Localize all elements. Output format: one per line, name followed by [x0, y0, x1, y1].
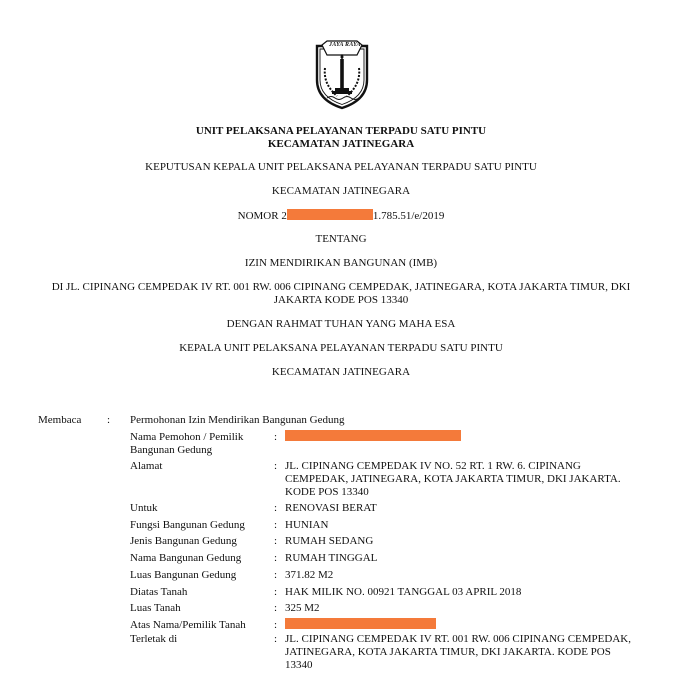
field-label-applicant-line1: Nama Pemohon / Pemilik	[130, 431, 244, 443]
decree-number-suffix: 1.785.51/e/2019	[372, 210, 445, 222]
field-label-purpose: Untuk	[130, 502, 158, 514]
field-colon: :	[274, 519, 278, 531]
membaca-label: Membaca	[38, 414, 82, 426]
decree-location-line2: JAKARTA KODE POS 13340	[273, 294, 409, 306]
issuer-line2: KECAMATAN JATINEGARA	[271, 366, 411, 378]
field-value-address: JL. CIPINANG CEMPEDAK IV NO. 52 RT. 1 RW. 6. CIPINANG CEMPEDAK, JATINEGARA, KOTA JAKARTA TIMUR, DKI JAKARTA. KODE POS 13340	[285, 460, 621, 498]
field-value-building-area: 371.82 M2	[285, 569, 334, 581]
field-value-land-title: HAK MILIK NO. 00921 TANGGAL 03 APRIL 2018	[285, 586, 522, 598]
decree-location-line1: DI JL. CIPINANG CEMPEDAK IV RT. 001 RW. 006 CIPINANG CEMPEDAK, JATINEGARA, KOTA JAKARTA TIMUR, DKI	[51, 281, 631, 293]
field-value-land-owner	[285, 618, 436, 631]
grace-statement: DENGAN RAHMAT TUHAN YANG MAHA ESA	[226, 318, 456, 330]
issuer-line1: KEPALA UNIT PELAKSANA PELAYANAN TERPADU SATU PINTU	[179, 342, 503, 354]
office-name: UNIT PELAKSANA PELAYANAN TERPADU SATU PINTU	[195, 125, 487, 137]
field-value-land-area: 325 M2	[285, 602, 320, 614]
jakarta-coat-of-arms-icon	[313, 40, 371, 110]
district-name: KECAMATAN JATINEGARA	[267, 138, 415, 150]
field-colon: :	[274, 552, 278, 564]
redaction-bar	[285, 618, 436, 629]
field-colon: :	[274, 569, 278, 581]
field-label-land-owner: Atas Nama/Pemilik Tanah	[130, 619, 246, 631]
field-label-address: Alamat	[130, 460, 163, 472]
field-label-land-area: Luas Tanah	[130, 602, 181, 614]
field-label-applicant	[130, 431, 243, 457]
field-label-building-function: Fungsi Bangunan Gedung	[130, 519, 245, 531]
field-label-building-name: Nama Bangunan Gedung	[130, 552, 242, 564]
field-colon: :	[274, 602, 278, 614]
logo-banner-text: JAYA RAYA	[329, 42, 361, 48]
field-colon: :	[274, 460, 278, 472]
redaction-bar	[285, 430, 461, 441]
decree-number-prefix: NOMOR 2	[237, 210, 287, 222]
field-value-building-function: HUNIAN	[285, 519, 329, 531]
membaca-colon: :	[107, 414, 111, 426]
decree-subject: IZIN MENDIRIKAN BANGUNAN (IMB)	[244, 257, 438, 269]
membaca-intro: Permohonan Izin Mendirikan Bangunan Gedung	[130, 414, 345, 426]
field-colon: :	[274, 633, 278, 645]
decree-title-line1: KEPUTUSAN KEPALA UNIT PELAKSANA PELAYANAN TERPADU SATU PINTU	[145, 161, 537, 173]
field-colon: :	[274, 619, 278, 631]
redaction-bar	[287, 209, 373, 220]
field-colon: :	[274, 586, 278, 598]
field-label-building-area: Luas Bangunan Gedung	[130, 569, 237, 581]
tentang-label: TENTANG	[315, 233, 367, 245]
decree-title-line2: KECAMATAN JATINEGARA	[271, 185, 411, 197]
field-value-building-name: RUMAH TINGGAL	[285, 552, 378, 564]
field-value-location: JL. CIPINANG CEMPEDAK IV RT. 001 RW. 006 CIPINANG CEMPEDAK, JATINEGARA, KOTA JAKARTA TIMUR, DKI JAKARTA. KODE POS 13340	[285, 633, 631, 671]
field-value-building-type: RUMAH SEDANG	[285, 535, 374, 547]
field-colon: :	[274, 431, 278, 443]
field-label-land-title: Diatas Tanah	[130, 586, 188, 598]
field-colon: :	[274, 535, 278, 547]
field-value-applicant	[285, 430, 461, 443]
field-label-location: Terletak di	[130, 633, 178, 645]
field-label-building-type: Jenis Bangunan Gedung	[130, 535, 237, 547]
field-colon: :	[274, 502, 278, 514]
field-value-purpose: RENOVASI BERAT	[285, 502, 377, 514]
decree-number	[0, 209, 682, 222]
field-label-applicant-line2: Bangunan Gedung	[130, 444, 213, 456]
